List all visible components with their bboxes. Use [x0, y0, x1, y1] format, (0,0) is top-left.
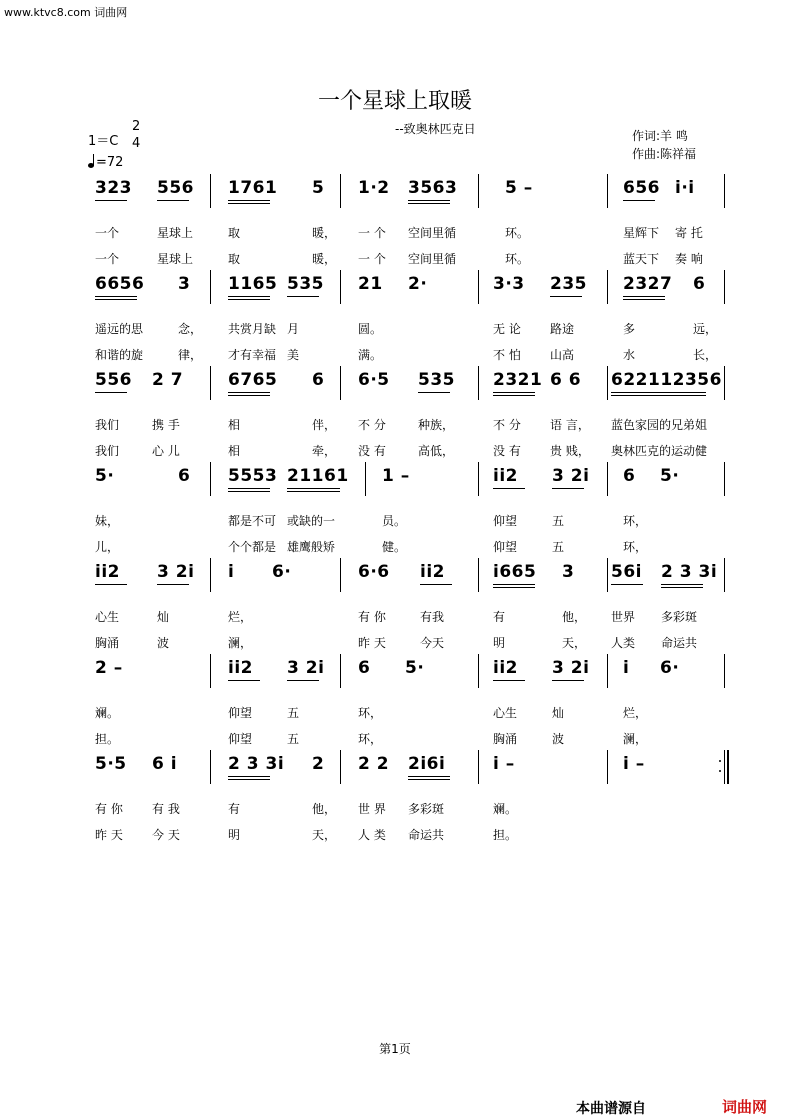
bar-line: [210, 366, 211, 400]
beam-line: [287, 491, 340, 492]
lyric-2: 环。: [505, 252, 530, 266]
lyric-2: 贵 贱，: [550, 444, 590, 458]
lyric-2: 五: [552, 540, 565, 554]
note-group: 5 –: [505, 178, 533, 198]
note-group: 2 3 3i: [661, 562, 718, 582]
lyric-1: 遥远的思: [95, 322, 144, 336]
lyric-1: 有我: [420, 610, 445, 624]
note-group: 3: [562, 562, 575, 582]
lyric-1: 斓。: [493, 802, 518, 816]
note-group: i –: [623, 754, 645, 774]
note-group: 6: [312, 370, 325, 390]
note-group: 1·2: [358, 178, 390, 198]
note-group: 6: [178, 466, 191, 486]
note-group: 6765: [228, 370, 278, 390]
note-group: 3 2i: [287, 658, 325, 678]
lyric-2: 才有幸福: [228, 348, 277, 362]
lyric-2: 律，: [178, 348, 203, 362]
note-group: 535: [287, 274, 324, 294]
repeat-dot: [719, 770, 721, 772]
beam-line: [493, 584, 535, 585]
lyric-1: 仰望: [493, 514, 518, 528]
lyric-2: 没 有: [493, 444, 521, 458]
lyric-1: 仰望: [228, 706, 253, 720]
beam-line: [157, 200, 189, 201]
note-group: 6 6: [550, 370, 582, 390]
lyric-1: 星辉下: [623, 226, 660, 240]
lyric-2: 高低，: [418, 444, 455, 458]
lyric-1: 语 言，: [550, 418, 590, 432]
lyric-1: 种族，: [418, 418, 455, 432]
beam-line: [493, 587, 535, 588]
lyric-1: 我们: [95, 418, 120, 432]
bar-line: [607, 270, 608, 304]
song-title: 一个星球上取暖: [317, 89, 472, 114]
lyric-2: 健。: [382, 540, 407, 554]
note-group: 2 3 3i: [228, 754, 285, 774]
bar-line: [210, 270, 211, 304]
beam-line: [408, 779, 450, 780]
bar-line: [340, 750, 341, 784]
note-group: i·i: [675, 178, 695, 198]
lyric-2: 没 有: [358, 444, 386, 458]
bar-line: [478, 558, 479, 592]
bar-line: [340, 366, 341, 400]
lyric-1: 多彩斑: [661, 610, 698, 624]
song-subtitle: --致奥林匹克日: [395, 122, 476, 136]
beam-line: [228, 680, 260, 681]
note-group: 5·: [660, 466, 680, 486]
note-group: 6·: [272, 562, 292, 582]
lyric-2: 明: [493, 636, 506, 650]
lyric-1: 无 论: [493, 322, 521, 336]
lyric-1: 他，: [312, 802, 337, 816]
key-signature: 1＝C: [88, 134, 119, 149]
lyric-2: 牵，: [312, 444, 337, 458]
lyric-1: 一 个: [358, 226, 386, 240]
lyric-1: 灿: [552, 706, 565, 720]
tempo-mark: [88, 155, 123, 170]
beam-line: [552, 680, 584, 681]
bar-line: [478, 366, 479, 400]
note-group: 3 2i: [552, 658, 590, 678]
beam-line: [228, 203, 270, 204]
note-group: 2 –: [95, 658, 123, 678]
lyric-2: 担。: [95, 732, 120, 746]
lyric-2: 仰望: [493, 540, 518, 554]
note-group: i665: [493, 562, 537, 582]
beam-line: [550, 296, 582, 297]
note-group: 6·6: [358, 562, 390, 582]
note-group: 2: [312, 754, 325, 774]
note-group: 5553: [228, 466, 278, 486]
lyric-2: 取: [228, 252, 241, 266]
bar-line: [210, 654, 211, 688]
lyric-2: 雄鹰般矫: [287, 540, 336, 554]
note-group: 2 7: [152, 370, 184, 390]
beam-line: [157, 584, 189, 585]
lyric-1: 寄 托: [675, 226, 703, 240]
lyric-2: 星球上: [157, 252, 194, 266]
note-group: 1 –: [382, 466, 410, 486]
bar-line: [607, 174, 608, 208]
beam-line: [493, 680, 525, 681]
bar-line: [210, 174, 211, 208]
beam-line: [493, 395, 535, 396]
beam-line: [95, 392, 127, 393]
lyric-1: 有 你: [358, 610, 386, 624]
time-signature-bottom: 4: [132, 136, 141, 151]
beam-line: [95, 584, 127, 585]
lyric-2: 不 怕: [493, 348, 521, 362]
lyric-2: 胸涌: [95, 636, 120, 650]
lyric-1: 念，: [178, 322, 203, 336]
lyric-1: 多彩斑: [408, 802, 445, 816]
lyric-1: 相: [228, 418, 241, 432]
beam-line: [287, 488, 340, 489]
lyric-2: 波: [552, 732, 565, 746]
bar-line: [365, 462, 366, 496]
note-group: ii2: [493, 466, 518, 486]
note-group: 622112356: [611, 370, 722, 390]
note-group: 5·5: [95, 754, 127, 774]
lyric-2: 心 儿: [152, 444, 180, 458]
final-bar-line: [727, 750, 729, 784]
lyric-1: 世界: [611, 610, 636, 624]
lyric-2: 昨 天: [358, 636, 386, 650]
note-group: i –: [493, 754, 515, 774]
beam-line: [552, 488, 584, 489]
bar-line: [607, 750, 608, 784]
beam-line: [623, 299, 665, 300]
bar-line: [607, 462, 608, 496]
note-group: 556: [95, 370, 132, 390]
bar-line: [478, 750, 479, 784]
lyric-2: 昨 天: [95, 828, 123, 842]
lyric-2: 人类: [611, 636, 636, 650]
lyric-2: 仰望: [228, 732, 253, 746]
lyric-2: 儿，: [95, 540, 120, 554]
note-group: 1165: [228, 274, 278, 294]
beam-line: [95, 299, 137, 300]
page-number: 第1页: [379, 1042, 411, 1056]
bar-line: [607, 654, 608, 688]
beam-line: [408, 203, 450, 204]
bar-line: [607, 366, 608, 400]
lyric-1: 不 分: [493, 418, 521, 432]
lyric-2: 命运共: [408, 828, 445, 842]
lyric-2: 今 天: [152, 828, 180, 842]
note-group: ii2: [420, 562, 445, 582]
note-group: 3563: [408, 178, 458, 198]
beam-line: [95, 296, 137, 297]
bar-line: [724, 558, 725, 592]
note-group: 323: [95, 178, 132, 198]
lyric-2: 暖，: [312, 252, 337, 266]
note-group: 6656: [95, 274, 145, 294]
lyric-2: 我们: [95, 444, 120, 458]
lyric-2: 水: [623, 348, 636, 362]
note-group: 2327: [623, 274, 673, 294]
lyric-2: 人 类: [358, 828, 386, 842]
bar-line: [607, 558, 608, 592]
note-group: 235: [550, 274, 587, 294]
note-group: ii2: [493, 658, 518, 678]
time-signature-top: 2: [132, 119, 141, 134]
lyric-2: 波: [157, 636, 170, 650]
site-watermark: www.ktvc8.com 词曲网: [4, 6, 128, 19]
beam-line: [661, 587, 703, 588]
beam-line: [420, 584, 452, 585]
lyric-1: 烂，: [623, 706, 648, 720]
bar-line: [340, 174, 341, 208]
lyric-1: 五: [552, 514, 565, 528]
lyric-2: 相: [228, 444, 241, 458]
lyric-2: 空间里循: [408, 252, 457, 266]
beam-line: [623, 200, 655, 201]
beam-line: [287, 296, 319, 297]
lyric-1: 有: [228, 802, 241, 816]
lyric-1: 圆。: [358, 322, 383, 336]
lyric-1: 世 界: [358, 802, 386, 816]
lyric-2: 一 个: [358, 252, 386, 266]
lyric-1: 暖，: [312, 226, 337, 240]
note-group: 2321: [493, 370, 543, 390]
lyric-2: 环，: [358, 732, 383, 746]
lyric-2: 个个都是: [228, 540, 277, 554]
beam-line: [228, 488, 270, 489]
lyric-2: 环，: [623, 540, 648, 554]
lyric-2: 胸涌: [493, 732, 518, 746]
note-group: 1761: [228, 178, 278, 198]
bar-line: [724, 270, 725, 304]
beam-line: [95, 200, 127, 201]
lyric-2: 澜，: [623, 732, 648, 746]
lyric-2: 和谐的旋: [95, 348, 144, 362]
lyric-1: 灿: [157, 610, 170, 624]
repeat-dot: [719, 760, 721, 762]
lyric-2: 今天: [420, 636, 445, 650]
footer-logo: 词曲网: [722, 1098, 768, 1116]
lyric-2: 奥林匹克的运动健: [611, 444, 708, 458]
quarter-note-icon: [88, 163, 94, 168]
note-group: 556: [157, 178, 194, 198]
note-group: 5·: [405, 658, 425, 678]
beam-line: [228, 395, 270, 396]
note-group: 6: [693, 274, 706, 294]
note-group: 6·: [660, 658, 680, 678]
note-group: 3 2i: [552, 466, 590, 486]
lyric-1: 取: [228, 226, 241, 240]
lyric-1: 五: [287, 706, 300, 720]
note-group: 6 i: [152, 754, 178, 774]
lyric-2: 命运共: [661, 636, 698, 650]
lyric-2: 蓝天下: [623, 252, 660, 266]
lyric-1: 有 你: [95, 802, 123, 816]
beam-line: [287, 680, 319, 681]
beam-line: [493, 488, 525, 489]
beam-line: [228, 491, 270, 492]
bar-line: [210, 462, 211, 496]
note-group: 3·3: [493, 274, 525, 294]
beam-line: [228, 200, 270, 201]
note-group: 5: [312, 178, 325, 198]
lyric-1: 蓝色家园的兄弟姐: [611, 418, 708, 432]
lyric-1: 心生: [493, 706, 518, 720]
lyric-1: 妹，: [95, 514, 120, 528]
note-group: 56i: [611, 562, 642, 582]
lyric-1: 他，: [562, 610, 587, 624]
lyric-1: 环，: [358, 706, 383, 720]
bar-line: [478, 654, 479, 688]
note-group: 21161: [287, 466, 349, 486]
note-group: 535: [418, 370, 455, 390]
bar-line: [724, 366, 725, 400]
beam-line: [408, 776, 450, 777]
beam-line: [611, 584, 643, 585]
lyric-1: 都是不可: [228, 514, 277, 528]
bar-line: [724, 654, 725, 688]
note-group: 2·: [408, 274, 428, 294]
final-bar-line: [724, 750, 725, 784]
beam-line: [228, 392, 270, 393]
beam-line: [661, 584, 703, 585]
beam-line: [408, 200, 450, 201]
lyric-1: 月: [287, 322, 300, 336]
bar-line: [340, 558, 341, 592]
lyric-1: 远，: [693, 322, 718, 336]
note-group: ii2: [228, 658, 253, 678]
lyric-2: 天，: [562, 636, 587, 650]
bar-line: [340, 654, 341, 688]
lyric-1: 环，: [623, 514, 648, 528]
lyric-2: 明: [228, 828, 241, 842]
bar-line: [724, 174, 725, 208]
lyric-2: 山高: [550, 348, 575, 362]
lyric-1: 路途: [550, 322, 575, 336]
note-group: i: [228, 562, 235, 582]
note-group: 656: [623, 178, 660, 198]
lyric-1: 或缺的一: [287, 514, 336, 528]
time-signature: [132, 118, 140, 152]
lyric-1: 员。: [382, 514, 407, 528]
lyric-1: 一个: [95, 226, 120, 240]
lyric-1: 共赏月缺: [228, 322, 277, 336]
lyric-2: 天，: [312, 828, 337, 842]
lyric-1: 有: [493, 610, 506, 624]
lyric-1: 携 手: [152, 418, 180, 432]
lyric-2: 澜，: [228, 636, 253, 650]
bar-line: [478, 174, 479, 208]
note-group: 3: [178, 274, 191, 294]
lyric-2: 奏 响: [675, 252, 703, 266]
note-group: ii2: [95, 562, 120, 582]
tempo-value: =72: [96, 155, 124, 170]
note-group: 6: [358, 658, 371, 678]
note-group: 3 2i: [157, 562, 195, 582]
note-group: 6·5: [358, 370, 390, 390]
bar-line: [478, 270, 479, 304]
beam-line: [493, 392, 535, 393]
lyric-1: 有 我: [152, 802, 180, 816]
beam-line: [623, 296, 665, 297]
beam-line: [228, 296, 270, 297]
lyric-1: 烂，: [228, 610, 253, 624]
lyric-2: 一个: [95, 252, 120, 266]
lyric-1: 不 分: [358, 418, 386, 432]
note-group: i: [623, 658, 630, 678]
lyric-2: 担。: [493, 828, 518, 842]
footer-source: 本曲谱源自: [576, 1101, 646, 1117]
lyric-1: 多: [623, 322, 636, 336]
bar-line: [210, 558, 211, 592]
lyric-2: 美: [287, 348, 300, 362]
beam-line: [611, 395, 706, 396]
lyric-2: 满。: [358, 348, 383, 362]
lyric-1: 星球上: [157, 226, 194, 240]
note-group: 2i6i: [408, 754, 446, 774]
lyric-2: 长，: [693, 348, 718, 362]
note-group: 2 2: [358, 754, 390, 774]
beam-line: [418, 392, 450, 393]
bar-line: [210, 750, 211, 784]
beam-line: [228, 299, 270, 300]
lyric-1: 空间里循: [408, 226, 457, 240]
beam-line: [228, 779, 270, 780]
note-group: 21: [358, 274, 383, 294]
lyric-1: 伴，: [312, 418, 337, 432]
composer-credit: 作曲:陈祥福: [632, 147, 697, 161]
note-group: 6: [623, 466, 636, 486]
lyric-1: 心生: [95, 610, 120, 624]
lyric-1: 环。: [505, 226, 530, 240]
lyricist-credit: 作词:羊 鸣: [632, 129, 688, 143]
beam-line: [611, 392, 706, 393]
beam-line: [228, 776, 270, 777]
bar-line: [478, 462, 479, 496]
lyric-1: 斓。: [95, 706, 120, 720]
bar-line: [340, 270, 341, 304]
lyric-2: 五: [287, 732, 300, 746]
bar-line: [724, 462, 725, 496]
note-group: 5·: [95, 466, 115, 486]
